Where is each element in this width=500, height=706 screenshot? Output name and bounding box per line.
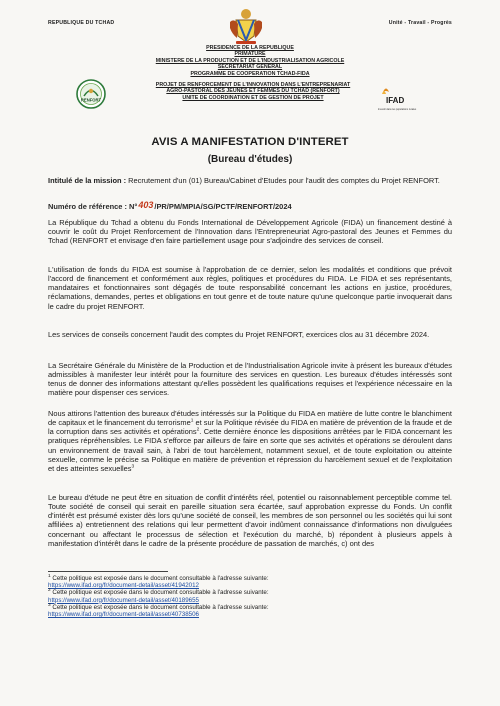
ifad-logo-text: IFAD bbox=[386, 96, 405, 105]
paragraph-financing: La République du Tchad a obtenu du Fonds International de Développement Agricole (FIDA) un financement destiné à couvrir le coût du Projet Renforcement de l'Innovation dans l'Entrepreneuriat Agro-pastoral des Jeunes et Femmes du Tchad (RENFORT et envisage d'en faire partiellement usage pour s'adjoindre des services de conseil. bbox=[48, 218, 452, 246]
footnote-text: Cette politique est exposée dans le document consultable à l'adresse suivante: bbox=[50, 575, 269, 582]
project-block bbox=[118, 82, 388, 101]
authority-line-ministry: MINISTERE DE LA PRODUCTION ET DE L'INDUSTRIALISATION AGRICOLE bbox=[155, 57, 345, 64]
authority-line-primature: PRIMATURE bbox=[234, 51, 266, 58]
republic-label: REPUBLIQUE DU TCHAD bbox=[48, 20, 115, 26]
ifad-logo-tagline: Investir dans les populations rurales bbox=[378, 108, 417, 111]
policy-text-part-2: et sur la Politique révisée du FIDA en matière de prévention de la fraude et de la corruption dans ses activités et opérations bbox=[48, 418, 452, 437]
paragraph-fida-approval: L'utilisation de fonds du FIDA est soumise à l'approbation de ce dernier, selon les modalités et conditions que prévoit l'accord de financement et conformément aux règles, politiques et procédures du FIDA. Le FIDA et ses représentants, mandataires et fonctionnaires sont dégagés de toute responsabilité concernant les actions en justice, procédures, réclamations, demandes, pertes et obligations en tout genre et de toute nature qu'une quelconque partie invoquerait dans le cadre du projet RENFORT. bbox=[48, 265, 452, 311]
mission-label: Intitulé de la mission : bbox=[48, 176, 127, 185]
renfort-logo-icon bbox=[76, 79, 106, 109]
authority-line-programme: PROGRAMME DE COOPERATION TCHAD-FIDA bbox=[190, 70, 310, 77]
ifad-logo-icon bbox=[376, 82, 436, 114]
footnote-number: 2 bbox=[48, 588, 51, 594]
policy-text-part-3: . Cette dernière énonce les dispositions arrêtées par le FIDA concernant les pratiques répréhensibles. Le FIDA s'efforce par ailleurs de faire en sorte que ses activités et opérations se déroulent dans un environnement de travail sain, à l'abri de tout harcèlement, notamment sexuel, et de toute exploitation ou atteinte sexuelle, comme le précise sa Politique en matière de prévention et répression du harcèlement sexuel et de l'exploitation et des atteintes sexuelles bbox=[48, 427, 452, 473]
footnote-ref-2: 2 bbox=[196, 427, 200, 433]
coat-of-arms-icon bbox=[228, 8, 264, 46]
project-line-3: UNITE DE COORDINATION ET DE GESTION DE PROJET bbox=[182, 94, 324, 101]
footnote-2 bbox=[48, 589, 452, 603]
footnote-ref-3: 3 bbox=[131, 464, 135, 470]
reference-suffix: /PR/PM/MPIA/SG/PCTF/RENFORT/2024 bbox=[154, 202, 292, 211]
document-title: AVIS A MANIFESTATION D'INTERET bbox=[151, 136, 349, 148]
footnote-link-2[interactable]: https://www.ifad.org/fr/document-detail/asset/40189655 bbox=[48, 596, 199, 604]
paragraph-services: Les services de conseils concernent l'audit des comptes du Projet RENFORT, exercices clos au 31 décembre 2024. bbox=[48, 330, 430, 339]
footnote-number: 3 bbox=[48, 602, 51, 608]
authorities-block bbox=[80, 45, 420, 77]
footnote-text: Cette politique est exposée dans le document consultable à l'adresse suivante: bbox=[50, 603, 269, 611]
footnote-link-1[interactable]: https://www.ifad.org/fr/document-detail/asset/41942012 bbox=[48, 582, 199, 590]
mission-text: Recrutement d'un (01) Bureau/Cabinet d'Etudes pour l'audit des comptes du Projet RENFORT. bbox=[126, 176, 440, 185]
paragraph-invitation: La Secrétaire Générale du Ministère de la Production et de l'Industrialisation Agricole invite à présent les bureaux d'études admissibles à manifester leur intérêt pour la fourniture des services en question. Les bureaux d'études intéressés sont tenus de donner des informations attestant qu'elles possèdent les qualifications requises et l'expérience nécessaire en la matière pour dispenser ces services. bbox=[48, 361, 452, 398]
project-line-2: AGRO-PASTORAL DES JEUNES ET FEMMES DU TCHAD (RENFORT) bbox=[166, 88, 340, 95]
footnotes-block bbox=[48, 575, 452, 618]
authority-line-presidency: PRESIDENCE DE LA REPUBLIQUE bbox=[206, 45, 294, 51]
footnote-number: 1 bbox=[48, 573, 51, 579]
authority-line-secretariat: SECRETARIAT GENERAL bbox=[217, 64, 283, 71]
motto-label: Unité - Travail - Progrès bbox=[388, 20, 452, 26]
document-subtitle: (Bureau d'études) bbox=[207, 154, 293, 165]
footnote-divider bbox=[48, 571, 168, 572]
policy-text-part-1: Nous attirons l'attention des bureaux d'études intéressés sur la Politique du FIDA en matière de lutte contre le blanchiment de capitaux et le financement du terrorisme bbox=[48, 409, 452, 428]
footnote-link-3[interactable]: https://www.ifad.org/fr/document-detail/asset/40738506 bbox=[48, 611, 199, 619]
footnote-ref-1: 1 bbox=[190, 418, 194, 424]
footnote-3 bbox=[48, 604, 452, 618]
mission-paragraph bbox=[48, 176, 452, 185]
reference-handwritten-number: 403 bbox=[138, 200, 154, 210]
footnote-text: Cette politique est exposée dans le document consultable à l'adresse suivante: bbox=[50, 589, 269, 597]
reference-label: Numéro de référence : N° bbox=[48, 202, 138, 211]
paragraph-policies bbox=[48, 409, 452, 473]
renfort-logo-text: RENFORT bbox=[80, 97, 102, 103]
paragraph-conflict-of-interest: Le bureau d'étude ne peut être en situation de conflit d'intérêts réel, potentiel ou raisonnablement perceptible comme tel. Toute société de conseil qui serait en pareille situation sera écartée, sauf approbation expresse du Fonds. Un conflit d'intérêt est présumé exister dès lors qu'une société de conseil, les membres de son personnel ou les sociétés qui lui sont affiliées a) entretiennent des relations qui leur permettent d'avoir indûment connaissance d'informations non divulguées concernant ou affectant le processus de sélection et l'exécution du marché, b) répondent à plusieurs appels à manifestation d'intérêt dans le cadre de la présente procédure de passation de marchés, c) ont des bbox=[48, 493, 452, 548]
footnote-1 bbox=[48, 575, 452, 589]
project-line-1: PROJET DE RENFORCEMENT DE L'INNOVATION DANS L'ENTREPRENARIAT bbox=[155, 82, 351, 88]
reference-number bbox=[48, 202, 452, 211]
